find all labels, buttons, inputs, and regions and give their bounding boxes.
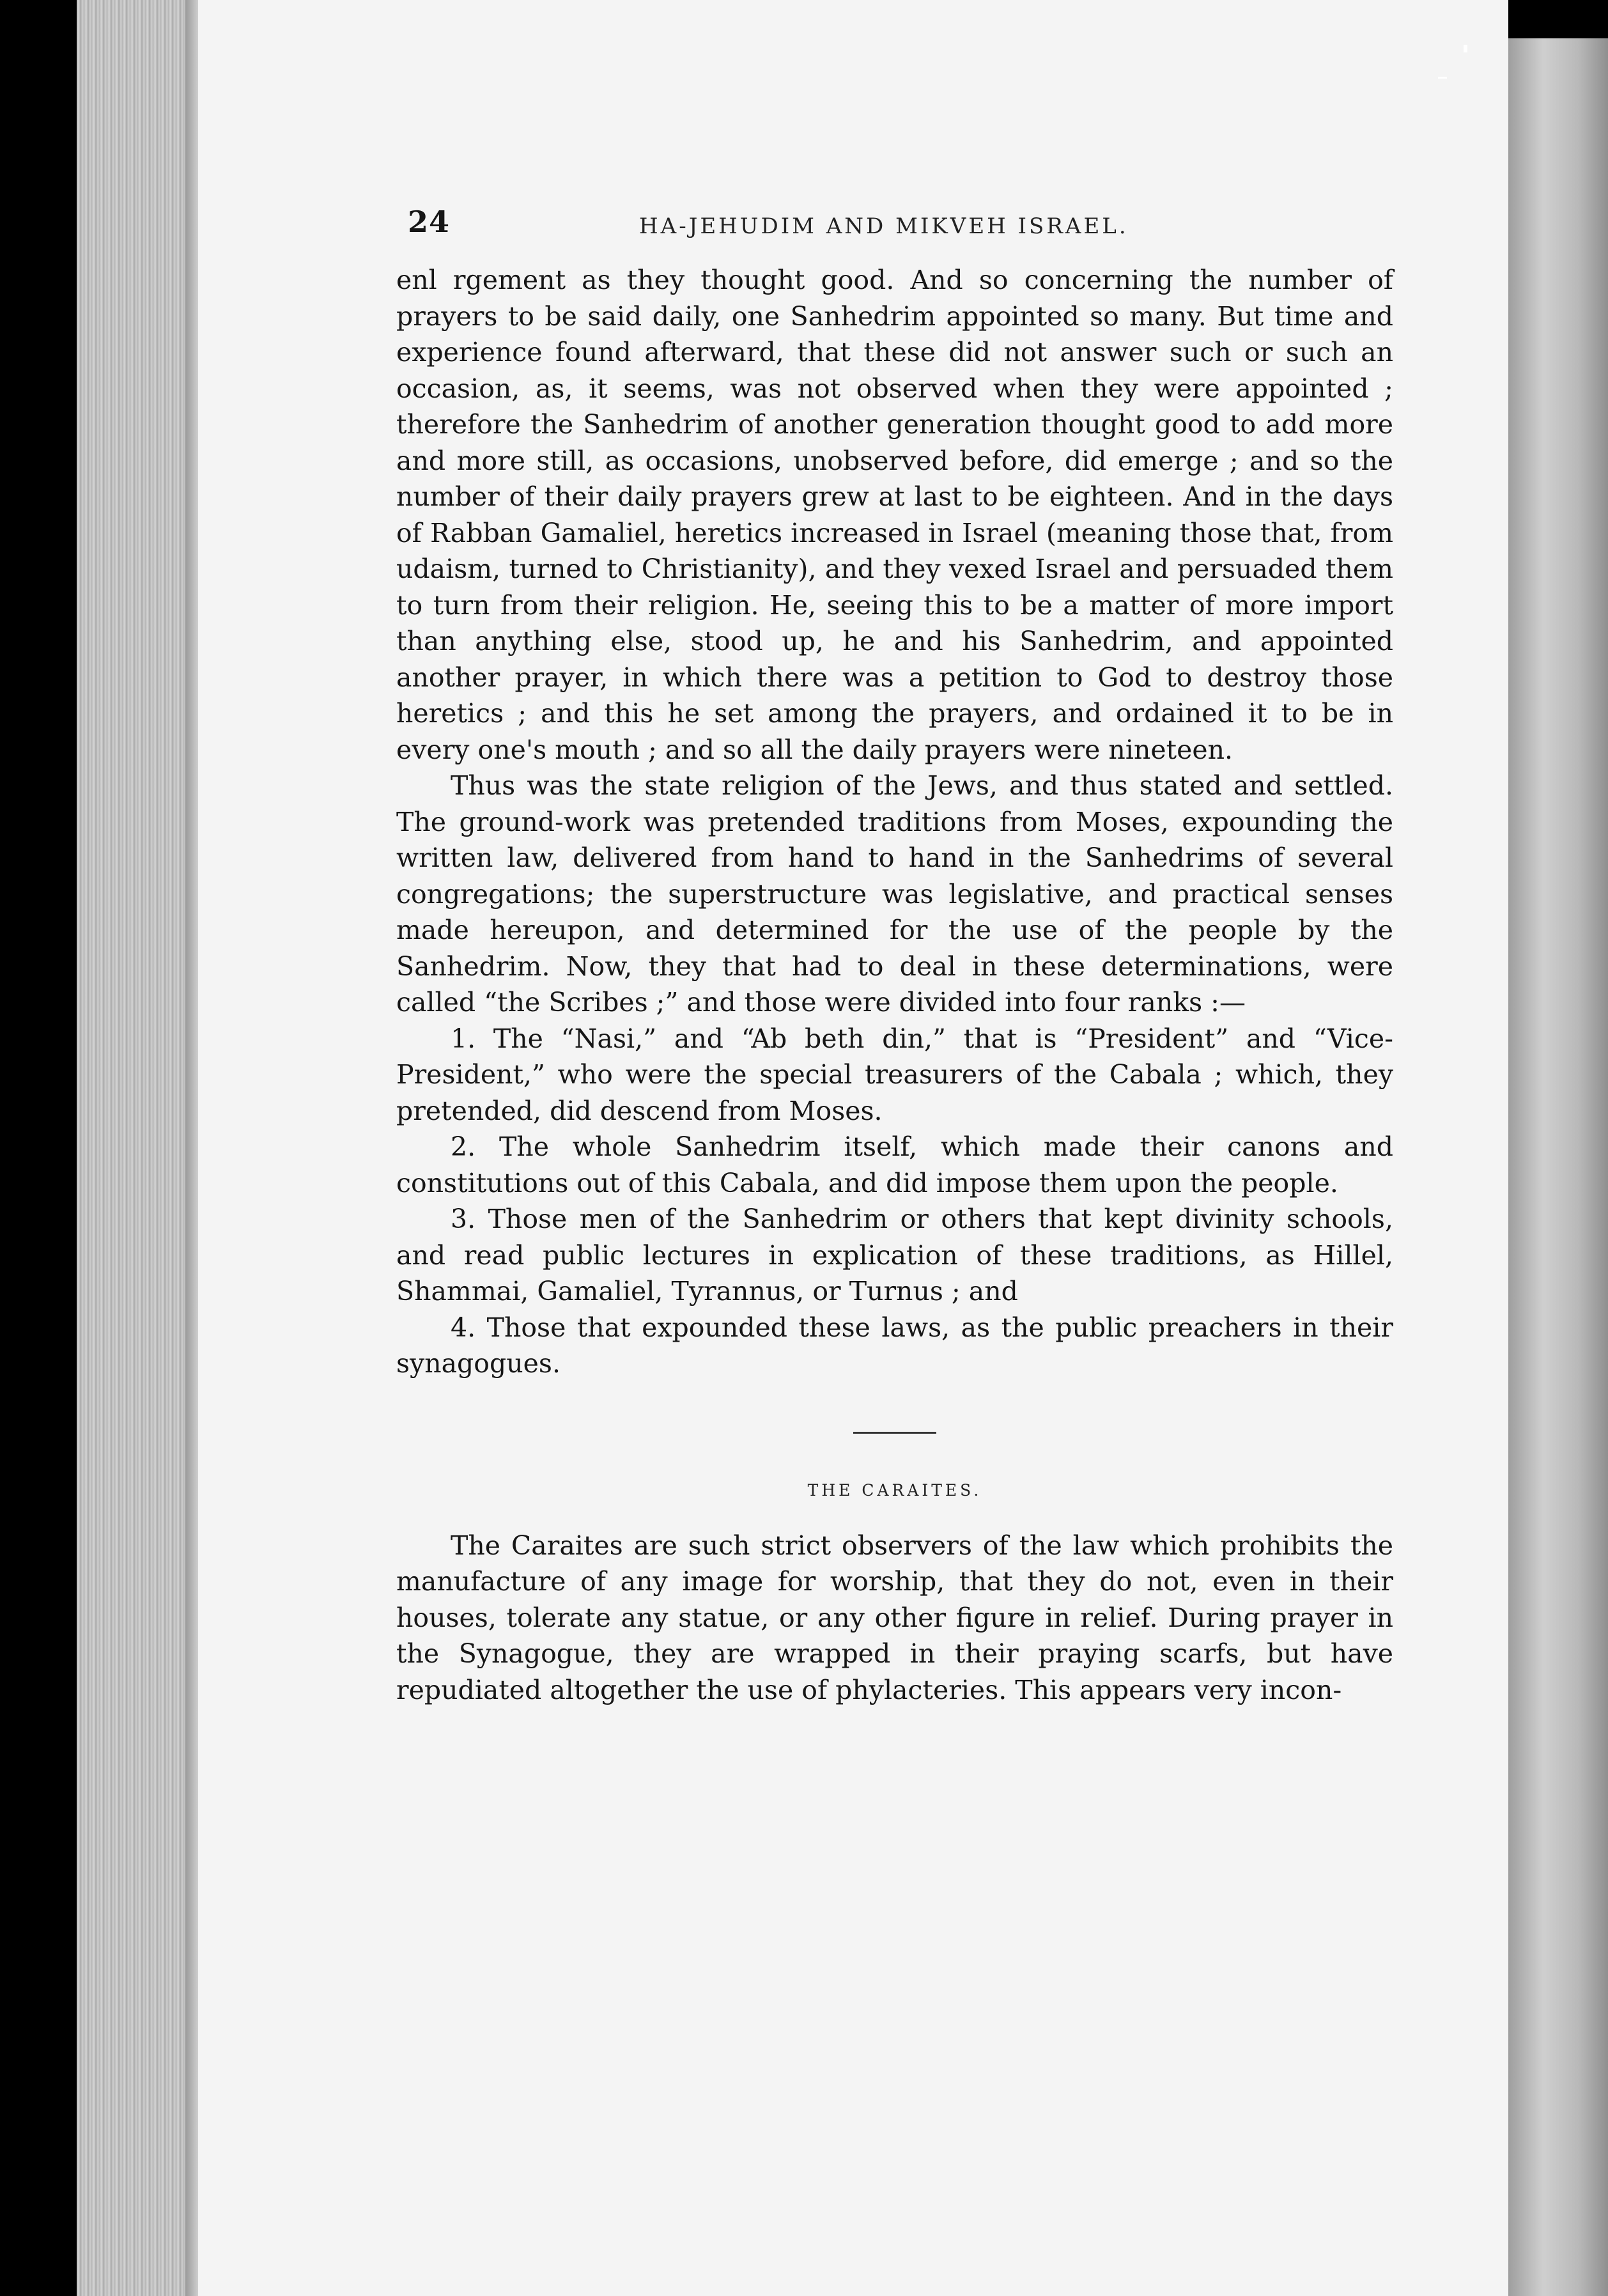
rank-item: 3. Those men of the Sanhedrim or others that kept divinity schools, and read public lectures in explication of these traditions, as Hillel, Shammai, Gamaliel, Tyrannus, or Turnus ; and <box>396 1204 1393 1307</box>
rank-item: 2. The whole Sanhedrim itself, which made their canons and constitutions out of this Cabala, and did impose them upon the people. <box>396 1131 1393 1198</box>
section-title: THE CARAITES. <box>807 1480 982 1500</box>
scan-top-corner <box>1508 0 1608 38</box>
text-block <box>396 205 1393 1708</box>
body-paragraph: enl rgement as they thought good. And so concerning the number of prayers to be said daily, one Sanhedrim appointed so many. But time and experience found afterward, that these did not answer such or such an occasion, as, it seems, was not observed when they were appointed ; therefore the Sanhedrim of another generation thought good to add more and more still, as occasions, unobserved before, did emerge ; and so the number of their daily prayers grew at last to be eighteen. And in the days of Rabban Gamaliel, heretics increased in Israel (meaning those that, from udaism, turned to Christianity), and they vexed Israel and persuaded them to turn from their religion. He, seeing this to be a matter of more import than anything else, stood up, he and his Sanhedrim, and appointed another prayer, in which there was a petition to God to destroy those heretics ; and this he set among the prayers, and ordained it to be in every one's mouth ; and so all the daily prayers were nineteen. <box>396 265 1393 765</box>
rank-item: 1. The “Nasi,” and “Ab beth din,” that is “President” and “Vice-President,” who were the special treasurers of the Cabala ; which, they pretended, did descend from Moses. <box>396 1023 1393 1126</box>
running-head-title: HA-JEHUDIM AND MIKVEH ISRAEL. <box>639 213 1129 239</box>
section-paragraph: The Caraites are such strict observers of the law which prohibits the manufacture of any image for worship, that they do not, even in their houses, tolerate any statue, or any other figure in relief. During prayer in the Synagogue, they are wrapped in their praying scarfs, but have repudiated altogether the use of phylacteries. This appears very incon- <box>396 1530 1393 1705</box>
scan-speck <box>1438 77 1447 79</box>
body-paragraph: Thus was the state religion of the Jews, and thus stated and settled. The ground-work was pretended traditions from Moses, expounding the written law, delivered from hand to hand in the Sanhedrims of several congregations; the superstructure was legislative, and practical senses made hereupon, and determined for the use of the people by the Sanhedrim. Now, they that had to deal in these determinations, were called “the Scribes ;” and those were divided into four ranks :— <box>396 770 1393 1018</box>
running-head <box>396 205 1393 262</box>
scan-speck <box>1464 45 1467 52</box>
rank-item: 4. Those that expounded these laws, as the public preachers in their synagogues. <box>396 1312 1393 1379</box>
page-fore-edge <box>77 0 195 2296</box>
page-number: 24 <box>408 205 451 239</box>
section-divider <box>853 1432 936 1434</box>
facing-page-edge <box>1508 38 1608 2296</box>
